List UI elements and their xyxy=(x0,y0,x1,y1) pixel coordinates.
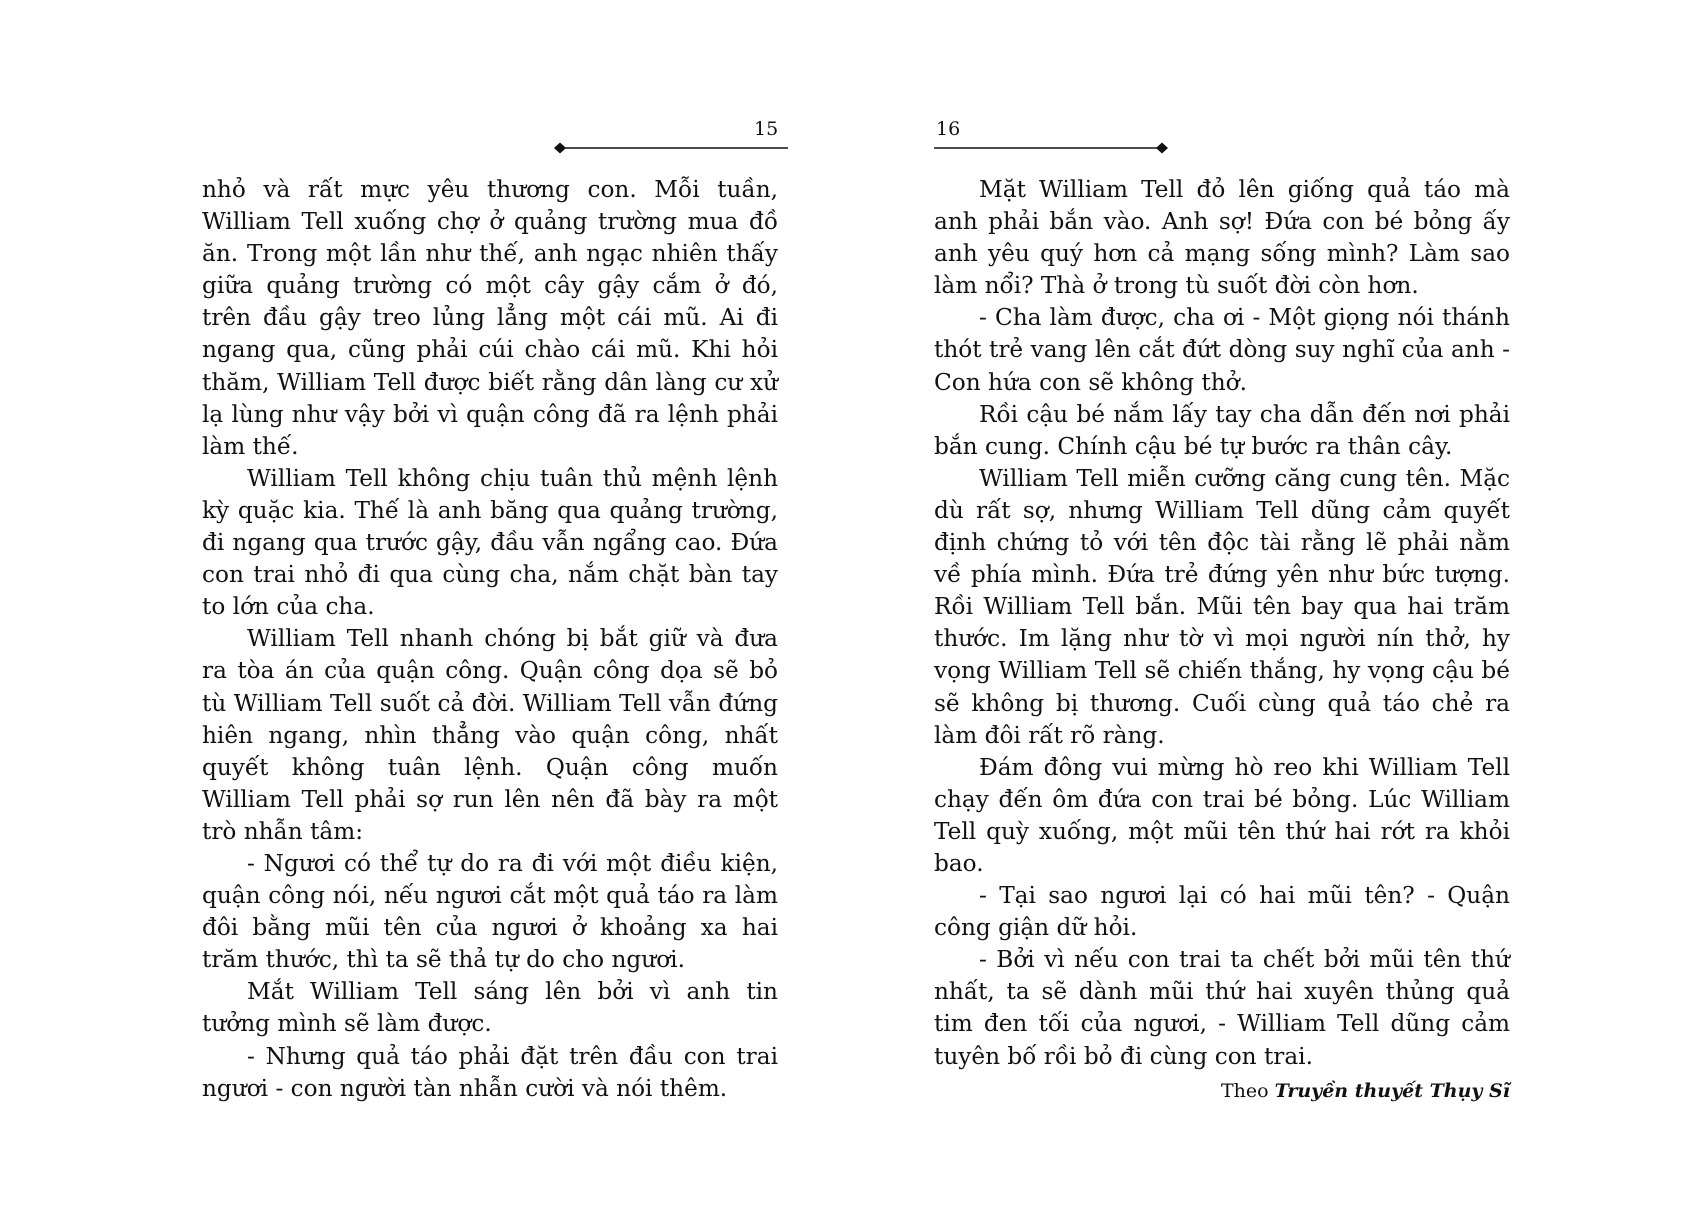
attribution-title: Truyền thuyết Thụy Sĩ xyxy=(1274,1080,1510,1102)
header-rule xyxy=(554,142,788,154)
paragraph: - Bởi vì nếu con trai ta chết bởi mũi tên thứ nhất, ta sẽ dành mũi thứ hai xuyên thủng quả tim đen tối của ngươi, - William Tell dũng cảm tuyên bố rồi bỏ đi cùng con trai. xyxy=(934,946,1510,1070)
paragraph: - Nhưng quả táo phải đặt trên đầu con trai ngươi - con người tàn nhẫn cười và nói thêm. xyxy=(202,1042,778,1102)
paragraph: Mặt William Tell đỏ lên giống quả táo mà anh phải bắn vào. Anh sợ! Đứa con bé bỏng ấy anh yêu quý hơn cả mạng sống mình? Làm sao làm nổi? Thà ở trong tù suốt đời còn hơn. xyxy=(934,176,1510,300)
paragraph: Đám đông vui mừng hò reo khi William Tell chạy đến ôm đứa con trai bé bỏng. Lúc William Tell quỳ xuống, một mũi tên thứ hai rớt ra khỏi bao. xyxy=(934,753,1510,877)
paragraph: Mắt William Tell sáng lên bởi vì anh tin tưởng mình sẽ làm được. xyxy=(202,978,778,1038)
source-attribution xyxy=(1221,1078,1510,1104)
paragraph: William Tell nhanh chóng bị bắt giữ và đưa ra tòa án của quận công. Quận công dọa sẽ bỏ tù William Tell suốt cả đời. William Tell vẫn đứng hiên ngang, nhìn thẳng vào quận công, nhất quyết không tuân lệnh. Quận công muốn William Tell phải sợ run lên nên đã bày ra một trò nhẫn tâm: xyxy=(202,625,778,845)
paragraph: William Tell không chịu tuân thủ mệnh lệnh kỳ quặc kia. Thế là anh băng qua quảng trường, đi ngang qua trước gậy, đầu vẫn ngẩng cao. Đứa con trai nhỏ đi qua cùng cha, nắm chặt bàn tay to lớn của cha. xyxy=(202,464,778,621)
page-number: 15 xyxy=(754,118,779,140)
paragraph: - Tại sao ngươi lại có hai mũi tên? - Quận công giận dữ hỏi. xyxy=(934,882,1510,942)
header-rule xyxy=(934,142,1168,154)
page-header xyxy=(934,116,1534,156)
paragraph: Rồi cậu bé nắm lấy tay cha dẫn đến nơi phải bắn cung. Chính cậu bé tự bước ra thân cây. xyxy=(934,400,1510,460)
page-number: 16 xyxy=(936,118,961,140)
paragraph: - Ngươi có thể tự do ra đi với một điều kiện, quận công nói, nếu ngươi cắt một quả táo ra làm đôi bằng mũi tên của ngươi ở khoảng xa hai trăm thước, thì ta sẽ thả tự do cho ngươi. xyxy=(202,849,778,974)
paragraph: William Tell miễn cưỡng căng cung tên. Mặc dù rất sợ, nhưng William Tell dũng cảm quyết định chứng tỏ với tên độc tài rằng lẽ phải nằm về phía mình. Đứa trẻ đứng yên như bức tượng. Rồi William Tell bắn. Mũi tên bay qua hai trăm thước. Im lặng như tờ vì mọi người nín thở, hy vọng William Tell sẽ chiến thắng, hy vọng cậu bé sẽ không bị thương. Cuối cùng quả táo chẻ ra làm đôi rất rõ ràng. xyxy=(934,464,1510,749)
paragraph: - Cha làm được, cha ơi - Một giọng nói thánh thót trẻ vang lên cắt đứt dòng suy nghĩ của anh - Con hứa con sẽ không thở. xyxy=(934,304,1510,396)
page-header xyxy=(202,116,802,156)
page-body xyxy=(202,174,778,1105)
page-body xyxy=(934,174,1510,1073)
attribution-prefix: Theo xyxy=(1220,1080,1269,1102)
paragraph: nhỏ và rất mực yêu thương con. Mỗi tuần, William Tell xuống chợ ở quảng trường mua đồ ăn. Trong một lần như thế, anh ngạc nhiên thấy giữa quảng trường có một cây gậy cắm ở đó, trên đầu gậy treo lủng lẳng một cái mũ. Ai đi ngang qua, cũng phải cúi chào cái mũ. Khi hỏi thăm, William Tell được biết rằng dân làng cư xử lạ lùng như vậy bởi vì quận công đã ra lệnh phải làm thế. xyxy=(202,176,778,460)
